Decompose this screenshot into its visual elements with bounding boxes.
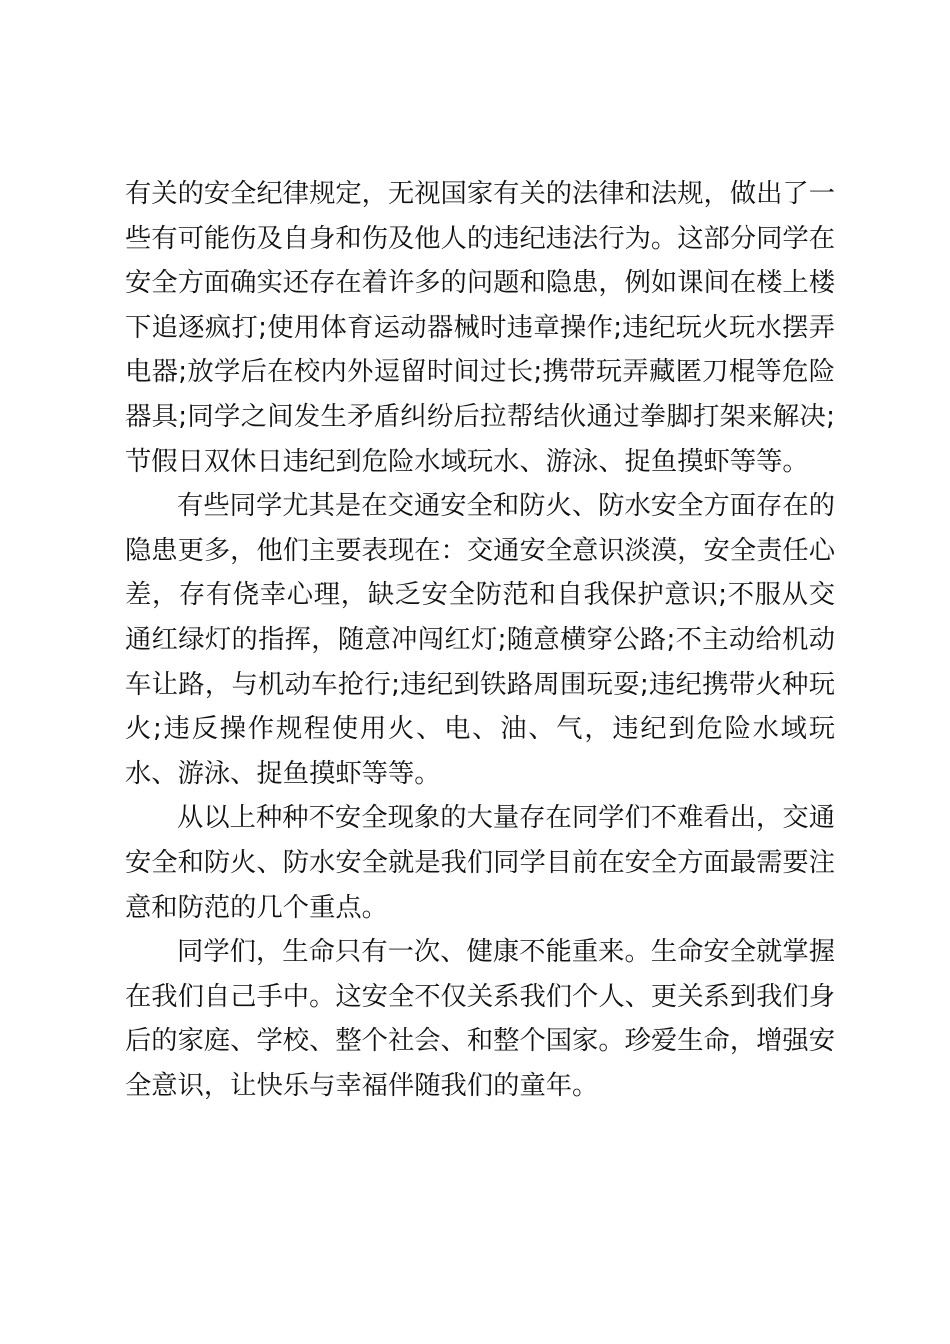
paragraph-4: 同学们，生命只有一次、健康不能重来。生命安全就掌握在我们自己手中。这安全不仅关系我们个人、更关系到我们身后的家庭、学校、整个社会、和整个国家。珍爱生命，增强安全意识，让快乐与幸福伴随我们的童年。 xyxy=(125,937,836,1101)
document-body xyxy=(125,172,835,1108)
paragraph-3: 从以上种种不安全现象的大量存在同学们不难看出，交通安全和防火、防水安全就是我们同学目前在安全方面最需要注意和防范的几个重点。 xyxy=(125,803,836,923)
paragraph-2: 有些同学尤其是在交通安全和防火、防水安全方面存在的隐患更多，他们主要表现在：交通安全意识淡漠，安全责任心差，存有侥幸心理，缺乏安全防范和自我保护意识;不服从交通红绿灯的指挥，随意冲闯红灯;随意横穿公路;不主动给机动车让路，与机动车抢行;违纪到铁路周围玩耍;违纪携带火种玩火;违反操作规程使用火、电、油、气，违纪到危险水域玩水、游泳、捉鱼摸虾等等。 xyxy=(125,491,836,789)
paragraph-1: 有关的安全纪律规定，无视国家有关的法律和法规，做出了一些有可能伤及自身和伤及他人的违纪违法行为。这部分同学在安全方面确实还存在着许多的问题和隐患，例如课间在楼上楼下追逐疯打;使用体育运动器械时违章操作;违纪玩火玩水摆弄电器;放学后在校内外逗留时间过长;携带玩弄藏匿刀棍等危险器具;同学之间发生矛盾纠纷后拉帮结伙通过拳脚打架来解决;节假日双休日违纪到危险水域玩水、游泳、捉鱼摸虾等等。 xyxy=(125,179,836,477)
